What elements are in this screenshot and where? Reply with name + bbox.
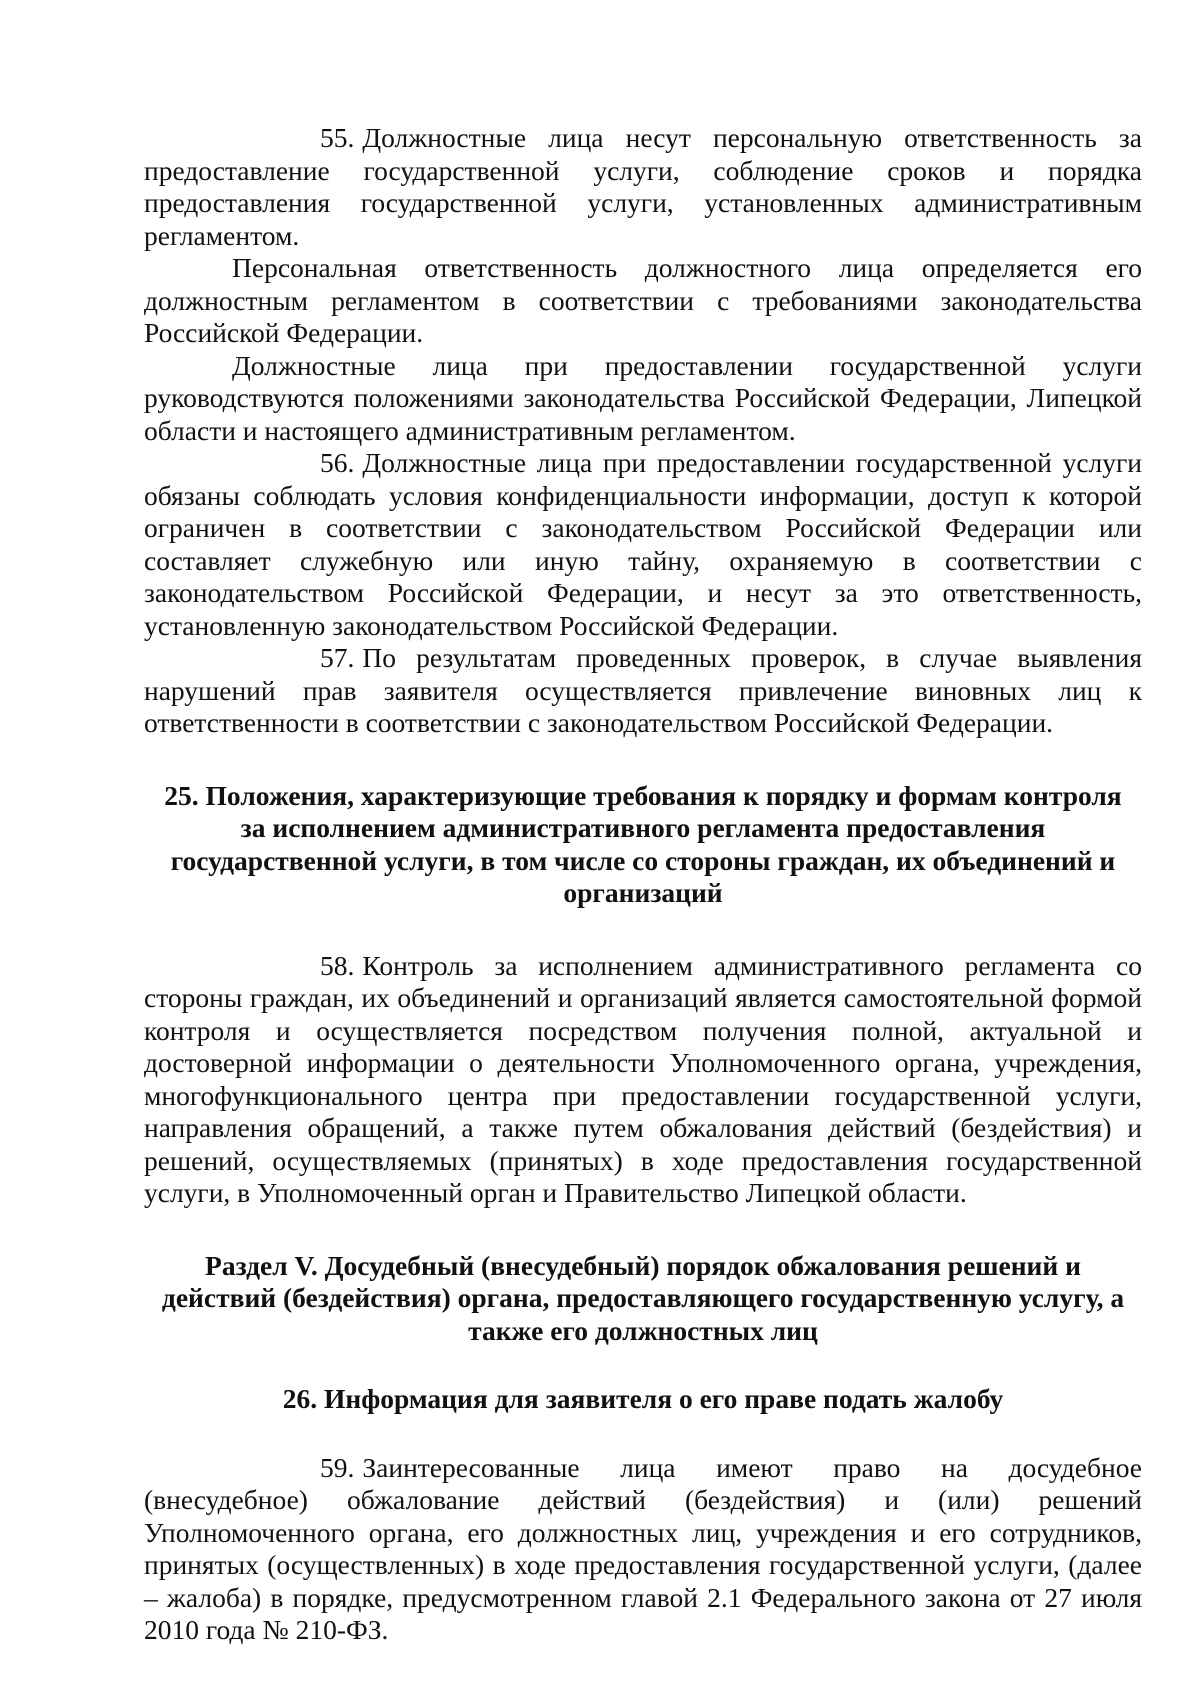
heading-section-v <box>144 1250 1142 1348</box>
paragraph-number: 56. <box>320 447 355 478</box>
heading-line: 25. Положения, характеризующие требования к порядку и формам контроля <box>164 779 1122 811</box>
spacer <box>144 1210 1142 1250</box>
paragraph-56 <box>144 447 1142 642</box>
paragraph-55-personal-responsibility: Персональная ответственность должностного лица определяется его должностным регламентом в соответствии с требованиями законодательства Российской Федерации. <box>144 252 1142 348</box>
heading-line: также его должностных лиц <box>468 1314 818 1346</box>
paragraph-number: 58. <box>320 949 355 981</box>
heading-section-26 <box>144 1383 1142 1416</box>
paragraph-57 <box>144 642 1142 740</box>
spacer <box>144 1347 1142 1383</box>
spacer <box>144 1416 1142 1452</box>
heading-section-25 <box>144 780 1142 910</box>
paragraph-text: Должностные лица несут персональную ответственность за предоставление государственной услуги, соблюдение сроков и порядка предоставления государственной услуги, установленных административным регламентом. <box>144 122 1142 251</box>
paragraph-text: Должностные лица при предоставлении государственной услуги обязаны соблюдать условия конфиденциальности информации, доступ к которой ограничен в соответствии с законодательством Российской Федерации или составляет служебную или иную тайну, охраняемую в соответствии с законодательством Российской Федерации, и несут за это ответственность, установленную законодательством Российской Федерации. <box>144 447 1142 641</box>
spacer <box>144 740 1142 780</box>
paragraph-number: 59. <box>320 1451 355 1483</box>
paragraph-55-guidelines: Должностные лица при предоставлении государственной услуги руководствуются положениями законодательства Российской Федерации, Липецкой области и настоящего административным регламентом. <box>144 349 1142 446</box>
paragraph-59 <box>144 1452 1142 1647</box>
paragraph-text: По результатам проведенных проверок, в случае выявления нарушений прав заявителя осуществляется привлечение виновных лиц к ответственности в соответствии с законодательством Российской Федерации. <box>144 642 1142 738</box>
paragraph-55 <box>144 122 1142 252</box>
paragraph-text: Заинтересованные лица имеют право на досудебное (внесудебное) обжалование действий (бездействия) и (или) решений Уполномоченного органа, его должностных лиц, учреждения и его сотрудников, принятых (осуществленных) в ходе предоставления государственной услуги, (далее – жалоба) в порядке, предусмотренном главой 2.1 Федерального закона от 27 июля 2010 года № 210-ФЗ. <box>144 1451 1142 1645</box>
heading-line: 26. Информация для заявителя о его праве подать жалобу <box>282 1383 1004 1414</box>
spacer <box>144 910 1142 950</box>
paragraph-number: 55. <box>320 122 355 153</box>
heading-line: организаций <box>563 877 723 908</box>
document-page <box>144 122 1142 1647</box>
heading-line: Раздел V. Досудебный (внесудебный) порядок обжалования решений и <box>205 1249 1081 1281</box>
paragraph-number: 57. <box>320 642 355 673</box>
paragraph-58 <box>144 950 1142 1210</box>
heading-line: действий (бездействия) органа, предоставляющего государственную услугу, а <box>161 1282 1125 1313</box>
paragraph-text: Контроль за исполнением административного регламента со стороны граждан, их объединений и организаций является самостоятельной формой контроля и осуществляется посредством получения полной, актуальной и достоверной информации о деятельности Уполномоченного органа, учреждения, многофункционального центра при предоставлении государственной услуги, направления обращений, а также путем обжалования действий (бездействия) и решений, осуществляемых (принятых) в ходе предоставления государственной услуги, в Уполномоченный орган и Правительство Липецкой области. <box>144 949 1142 1208</box>
heading-line: за исполнением административного регламента предоставления <box>240 812 1046 843</box>
heading-line: государственной услуги, в том числе со стороны граждан, их объединений и <box>170 844 1116 876</box>
